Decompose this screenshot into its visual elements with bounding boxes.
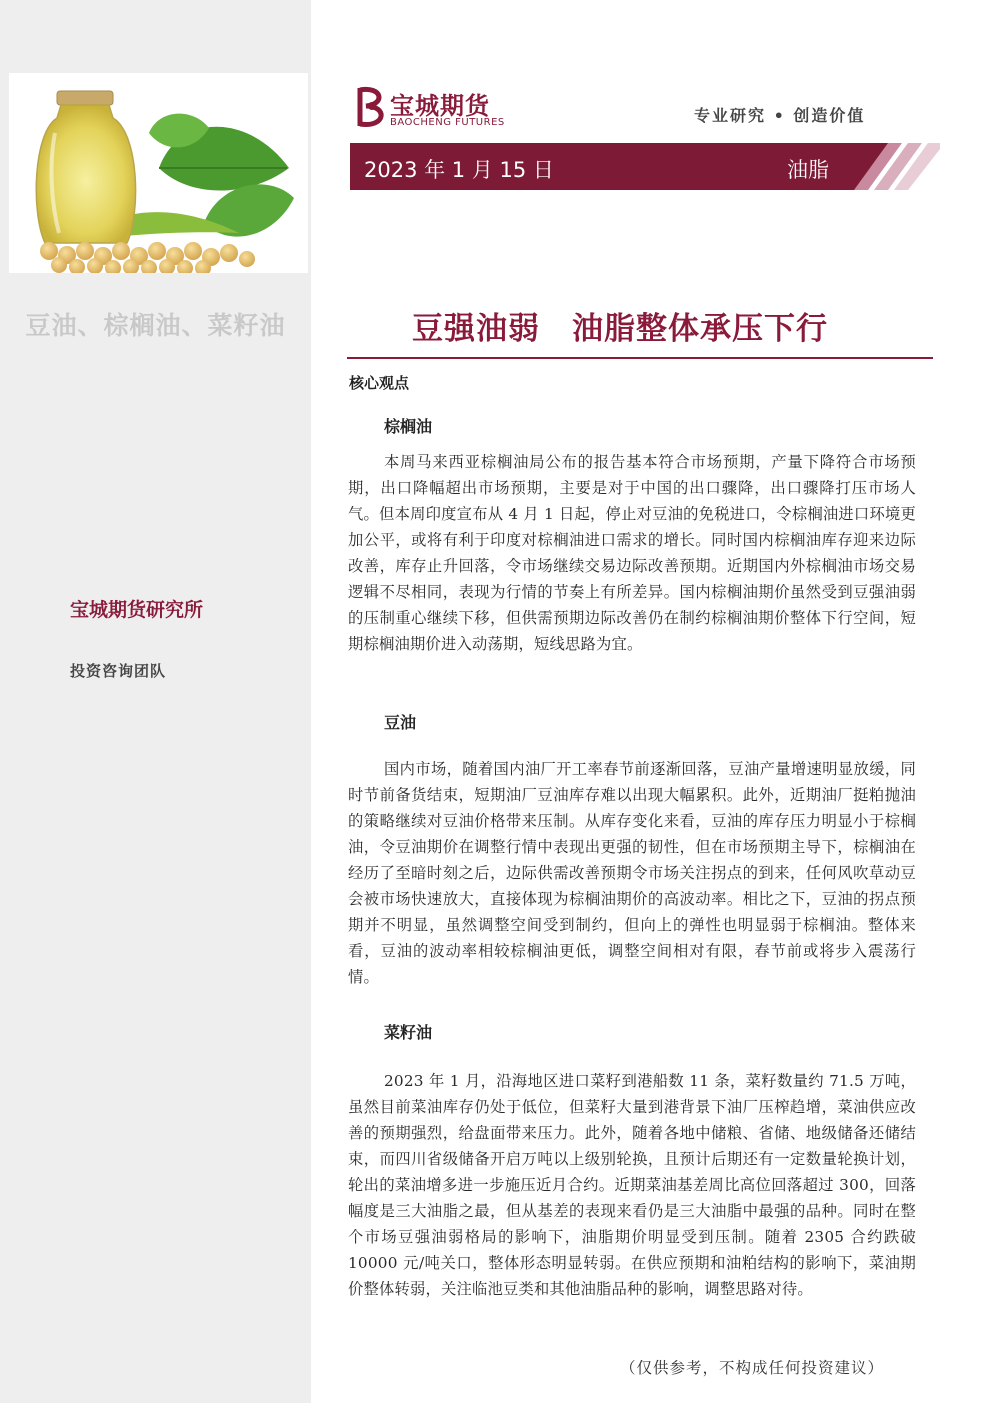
section-heading-rapeseed-oil: 菜籽油 xyxy=(384,1023,433,1042)
product-list: 豆油、棕榈油、菜籽油 xyxy=(25,311,286,340)
section-body-rapeseed-oil: 2023 年 1 月，沿海地区进口菜籽到港船数 11 条，菜籽数量约 71.5 万吨，虽然目前菜油库存仍处于低位，但菜籽大量到港背景下油厂压榨趋增，菜油供应改善的预期强烈，给盘面带来压力。此外，随着各地中储粮、省储、地级储备还储结束，而四川省级储备开启万吨以上级别轮换，且预计后期还有一定数量轮换计划，轮出的菜油增多进一步施压近月合约。近期菜油基差周比高位回落超过 300，回落幅度是三大油脂之最，但从基差的表现来看仍是三大油脂中最强的品种。同时在整个市场豆强油弱格局的影响下，油脂期价明显受到压制。随着 2305 合约跌破 10000 元/吨关口，整体形态明显转弱。在供应预期和油粕结构的影响下，菜油期价整体转弱，关注临池豆类和其他油脂品种的影响，调整思路对待。 xyxy=(348,1072,916,1298)
section-heading-palm-oil: 棕榈油 xyxy=(384,417,433,436)
logo-english: BAOCHENG FUTURES xyxy=(390,117,505,128)
report-title: 豆强油弱 油脂整体承压下行 xyxy=(412,311,828,347)
report-date: 2023 年 1 月 15 日 xyxy=(364,158,554,182)
section-body-palm-oil: 本周马来西亚棕榈油局公布的报告基本符合市场预期，产量下降符合市场预期，出口降幅超出市场预期，主要是对于中国的出口骤降，出口骤降打压市场人气。但本周印度宣布从 4 月 1 日起，停止对豆油的免税进口，令棕榈油进口环境更加公平，或将有利于印度对棕榈油进口需求的增长。同时国内棕榈油库存迎来边际改善，库存止升回落，令市场继续交易边际改善预期。近期国内外棕榈油市场交易逻辑不尽相同，表现为行情的节奏上有所差异。国内棕榈油期价虽然受到豆强油弱的压制重心继续下移，但供需预期边际改善仍在制约棕榈油期价整体下行空间，短期棕榈油期价进入动荡期，短线思路为宜。 xyxy=(348,453,916,653)
logo-chinese: 宝城期货 xyxy=(390,92,490,120)
soybean-oil-image xyxy=(9,73,308,273)
report-category: 油脂 xyxy=(787,158,829,182)
institute-name: 宝城期货研究所 xyxy=(70,599,204,621)
logo-mark-icon xyxy=(352,84,388,130)
title-divider xyxy=(347,357,933,359)
section-heading-soybean-oil: 豆油 xyxy=(384,713,417,732)
slogan: 专业研究 • 创造价值 xyxy=(694,106,866,125)
section-body-soybean-oil: 国内市场，随着国内油厂开工率春节前逐渐回落，豆油产量增速明显放缓，同时节前备货结束，短期油厂豆油库存难以出现大幅累积。此外，近期油厂挺粕抛油的策略继续对豆油价格带来压制。从库存变化来看，豆油的库存压力明显小于棕榈油，令豆油期价在调整行情中表现出更强的韧性，但在市场预期主导下，棕榈油在经历了至暗时刻之后，边际供需改善预期令市场关注拐点的到来，任何风吹草动豆会被市场快速放大，直接体现为棕榈油期价的高波动率。相比之下，豆油的拐点预期并不明显，虽然调整空间受到制约，但向上的弹性也明显弱于棕榈油。整体来看，豆油的波动率相较棕榈油更低，调整空间相对有限，春节前或将步入震荡行情。 xyxy=(348,760,916,986)
company-logo xyxy=(352,84,522,134)
disclaimer: （仅供参考，不构成任何投资建议） xyxy=(620,1359,885,1377)
team-name: 投资咨询团队 xyxy=(70,662,167,680)
core-views-heading: 核心观点 xyxy=(349,374,410,392)
